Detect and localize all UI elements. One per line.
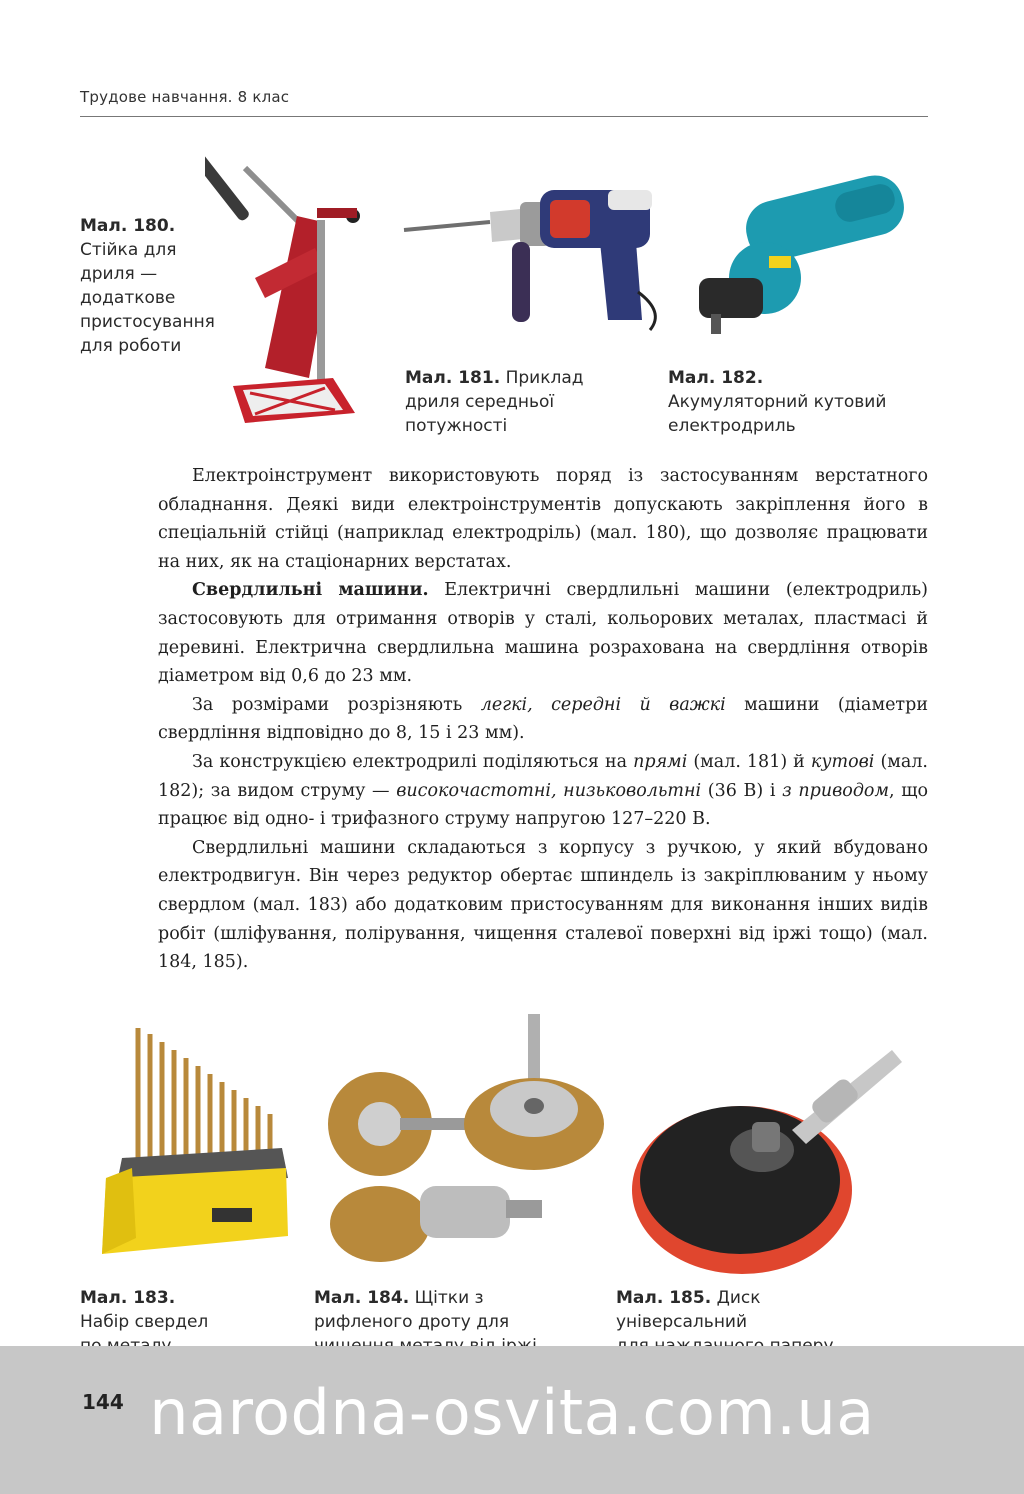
figure-183-line: Набір свердел	[80, 1312, 209, 1332]
header-rule	[80, 116, 928, 117]
emphasis: з приводом	[782, 780, 889, 801]
figure-181-label: Мал. 181.	[405, 368, 501, 388]
figure-182-label: Мал. 182.	[668, 368, 764, 388]
running-header: Трудове навчання. 8 клас	[80, 88, 290, 106]
paragraph-text: Електричні свердлильні машини (електродриль) застосовують для отримання отворів у сталі, кольорових металах, пластмасі й деревині. Електрична свердлильна машина розрахована на свердління отворів діаметром від 0,6 до 23 мм.	[158, 580, 928, 687]
figure-181-line: потужності	[405, 416, 508, 436]
angle-drill-image	[685, 168, 915, 338]
figure-180-line: пристосування	[80, 312, 215, 332]
figure-184-first: Щітки з	[414, 1288, 484, 1308]
page-number: 144	[82, 1390, 124, 1414]
figure-184-label: Мал. 184.	[314, 1288, 410, 1308]
emphasis: високочастотні, низьковольтні	[396, 780, 702, 801]
figure-180-line: додаткове	[80, 288, 176, 308]
power-drill-image	[400, 172, 670, 332]
paragraph-text: За конструкцією електродрилі поділяються на	[192, 751, 634, 772]
figure-180-label: Мал. 180.	[80, 216, 176, 236]
figure-180-line: Стійка для	[80, 240, 177, 260]
figure-181-caption	[405, 366, 645, 438]
paragraph: Свердлильні машини складаються з корпусу з ручкою, у який вбудовано електродвигун. Він через редуктор обертає шпиндель із закріплюваним у ньому свердлом (мал. 183) або додатковим пристосуванням для виконання інших видів робіт (шліфування, полірування, чищення сталевої поверхні від іржі тощо) (мал. 184, 185).	[158, 837, 928, 973]
paragraph	[158, 748, 928, 834]
figure-184-line: рифленого дроту для	[314, 1312, 510, 1332]
sanding-disc-image	[622, 1040, 922, 1280]
emphasis: легкі, середні й важкі	[480, 694, 726, 715]
paragraph-text: (мал. 182); за видом струму —	[158, 751, 928, 801]
paragraph-text: За розмірами розрізняють	[192, 694, 481, 715]
paragraph-text: машини (діаметри свердління відповідно до 8, 15 і 23 мм).	[158, 694, 928, 744]
figure-185-first: Диск	[716, 1288, 761, 1308]
figure-183-label: Мал. 183.	[80, 1288, 176, 1308]
main-text	[158, 462, 928, 977]
figure-182-line: електродриль	[668, 416, 796, 436]
wire-brushes-image	[320, 1014, 610, 1274]
term-drilling-machines: Свердлильні машини.	[192, 580, 429, 601]
emphasis: кутові	[810, 751, 875, 772]
figure-182-line: Акумуляторний кутовий	[668, 392, 887, 412]
figure-180-caption	[80, 214, 230, 358]
drill-bit-set-image	[92, 1018, 292, 1268]
figure-185-line: універсальний	[616, 1312, 748, 1332]
paragraph	[158, 576, 928, 690]
paragraph-text: , що працює від одно- і трифазного струму напругою 127–220 В.	[158, 780, 929, 830]
figure-180-line: дриля —	[80, 264, 158, 284]
site-watermark: narodna-osvita.com.ua	[149, 1376, 875, 1449]
emphasis: прямі	[633, 751, 688, 772]
paragraph-text: (36 В) і	[701, 780, 783, 801]
figure-185-label: Мал. 185.	[616, 1288, 712, 1308]
figure-182-caption	[668, 366, 928, 438]
drill-stand-image	[205, 138, 395, 438]
figure-181-line: дриля середньої	[405, 392, 555, 412]
paragraph-text: (мал. 181) й	[687, 751, 811, 772]
figure-180-line: для роботи	[80, 336, 182, 356]
paragraph: Електроінструмент використовують поряд із застосуванням верстатного обладнання. Деякі види електроінструментів допускають закріплення його в спеціальній стійці (наприклад електродріль) (мал. 180), що дозволяє працювати на них, як на стаціонарних верстатах.	[158, 466, 928, 572]
figure-181-first: Приклад	[505, 368, 584, 388]
paragraph	[158, 691, 928, 748]
